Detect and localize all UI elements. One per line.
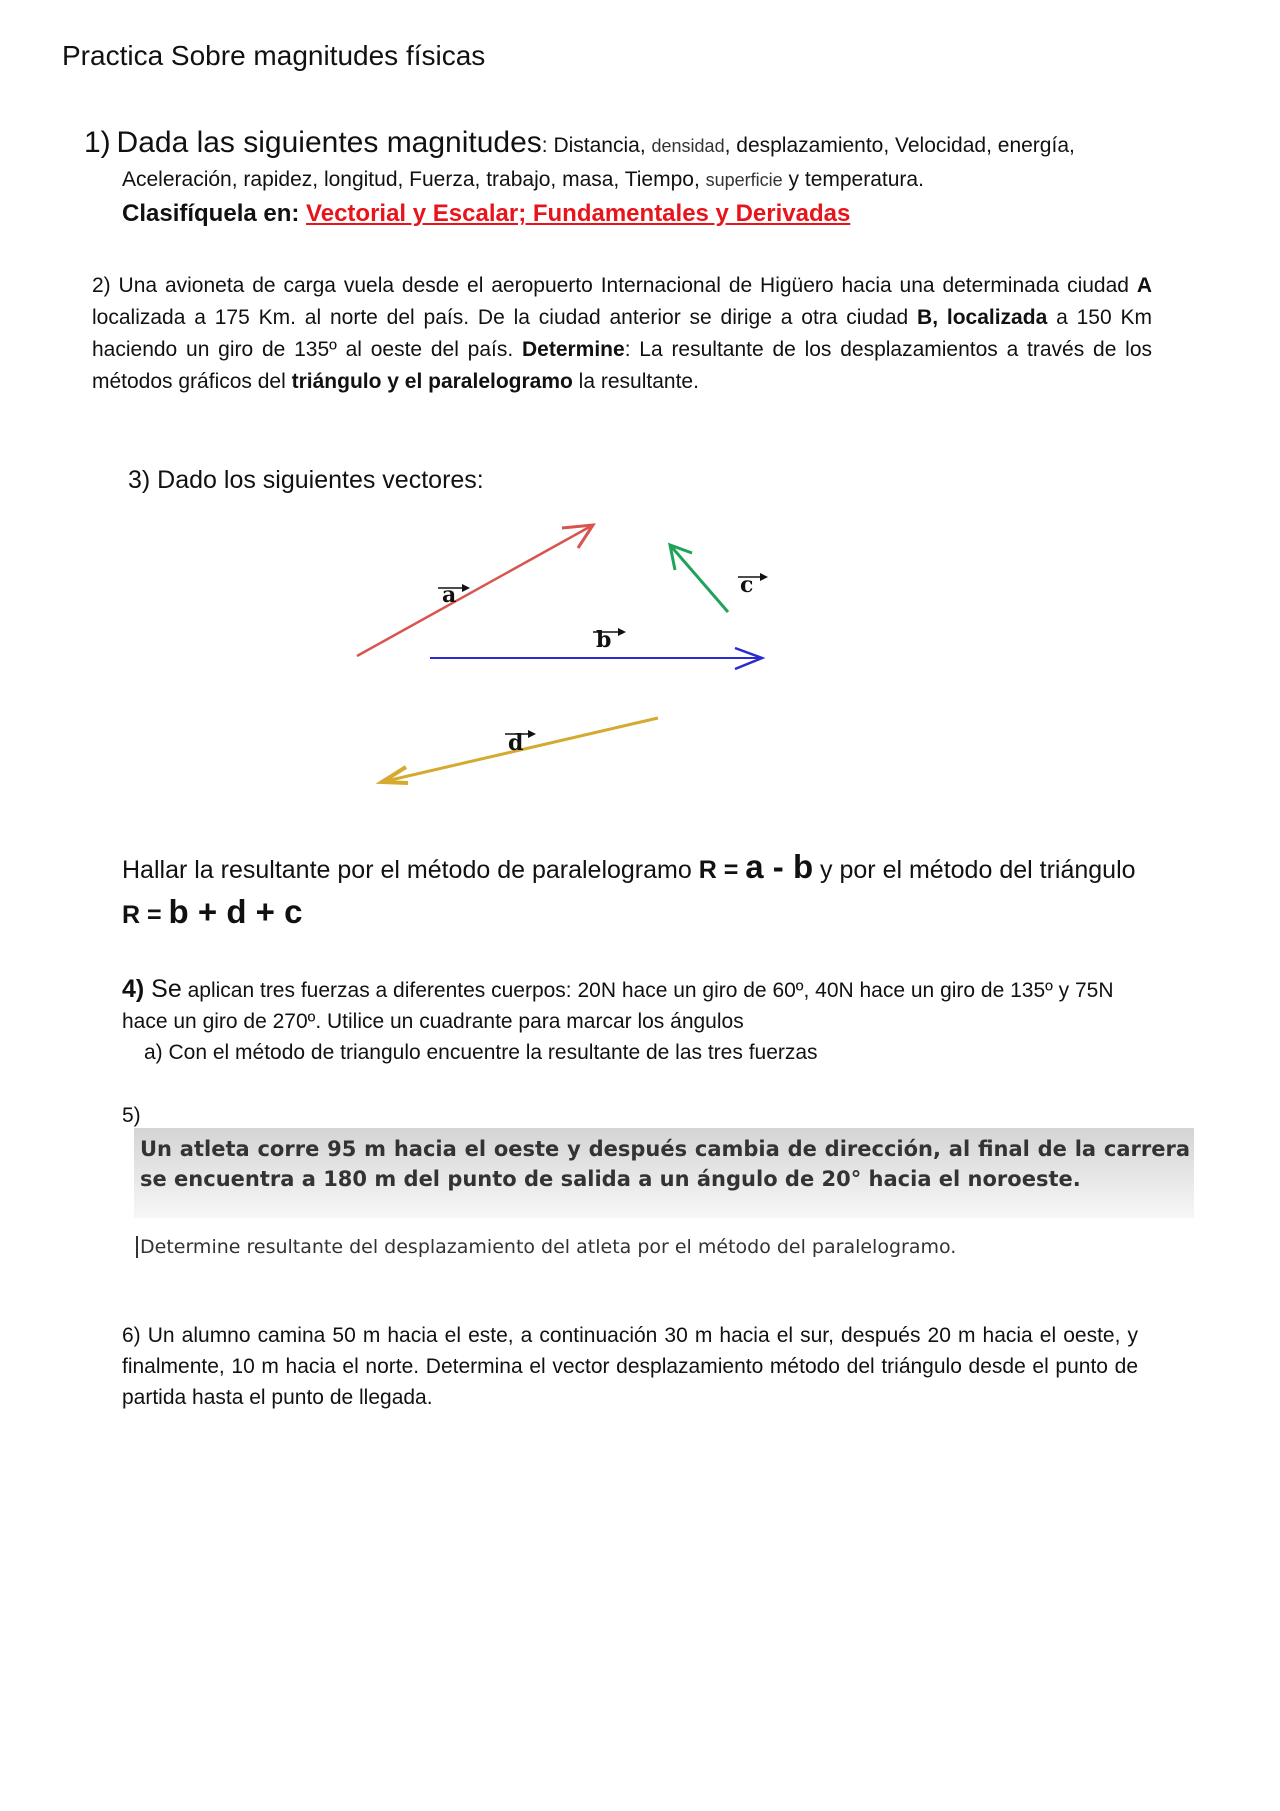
vectors-figure xyxy=(350,520,770,800)
q2-bold: A xyxy=(1136,274,1152,297)
question-6: 6) Un alumno camina 50 m hacia el este, a continuación 30 m hacia el sur, después 20 m hacia el oeste, y finalmente, 10 m hacia el norte. Determina el vector desplazamiento método del triángulo desde el punto de partida hasta el punto de llegada. xyxy=(122,1324,1138,1409)
vector-label-a: a xyxy=(442,582,457,608)
q2-text: la resultante. xyxy=(572,370,699,393)
q2-text: localizada a 175 Km. al norte del país. De la ciudad anterior se dirige a otra ciudad xyxy=(92,306,918,329)
q3-expression-2: b + d + c xyxy=(168,893,303,930)
q2-text: a 150 Km haciendo un giro de 135º al oeste del país. xyxy=(92,306,1152,361)
q1-list-densidad: densidad xyxy=(651,136,725,156)
vector-label-b: b xyxy=(596,627,612,653)
q2-text: : La resultante de los desplazamientos a través de los métodos gráficos del xyxy=(92,338,1152,393)
vector-label-c: c xyxy=(740,572,754,598)
q1-list: : Distancia, xyxy=(541,134,652,157)
question-2 xyxy=(92,270,1152,398)
q1-lead: Dada las siguientes magnitudes xyxy=(116,126,542,159)
q3-expression-1: a - b xyxy=(745,848,814,885)
q4-number: 4) xyxy=(122,975,145,1003)
q2-text: 2) Una avioneta de carga vuela desde el aeropuerto Internacional de Higüero hacia una determinada ciudad xyxy=(92,274,1137,297)
question-4 xyxy=(122,974,1162,1068)
q4-text: aplican tres fuerzas a diferentes cuerpos: 20N hace un giro de 60º, 40N hace un giro de 135º y 75N hace un giro de 270º. Utilice un cuadrante para marcar los ángulos xyxy=(122,979,1114,1033)
q4-text: Se xyxy=(144,975,182,1003)
q5-number: 5) xyxy=(122,1104,141,1127)
vector-a-arrow xyxy=(357,525,593,656)
q4-subitem-a: a) Con el método de triangulo encuentre la resultante de las tres fuerzas xyxy=(144,1041,818,1064)
q1-list: Aceleración, rapidez, longitud, Fuerza, trabajo, masa, Tiempo, xyxy=(122,168,706,191)
vector-c-arrow xyxy=(670,545,728,612)
q5-task: Determine resultante del desplazamiento del atleta por el método del paralelogramo. xyxy=(136,1236,956,1258)
page-title: Practica Sobre magnitudes físicas xyxy=(62,40,486,71)
q1-line2 xyxy=(84,163,1166,197)
q3-task xyxy=(122,846,1152,936)
q1-classify xyxy=(84,197,1166,231)
q3-r-label: R = xyxy=(122,901,169,929)
q1-classify-label: Clasifíquela en: xyxy=(122,200,307,227)
q1-number: 1) xyxy=(84,126,111,159)
q1-list: , desplazamiento, Velocidad, energía, xyxy=(724,134,1075,157)
q3-text: y por el método del triángulo xyxy=(813,856,1136,884)
q3-heading: 3) Dado los siguientes vectores: xyxy=(128,466,484,494)
q2-bold: Determine xyxy=(521,338,625,361)
question-1 xyxy=(84,126,1166,231)
q1-list-superficie: superficie xyxy=(705,170,783,190)
q3-r-label: R = xyxy=(698,856,746,884)
q2-bold: B, localizada xyxy=(917,306,1048,329)
vector-label-d: d xyxy=(508,730,524,756)
q3-text: Hallar la resultante por el método de paralelogramo xyxy=(122,856,699,884)
q2-bold: triángulo y el paralelogramo xyxy=(291,370,573,393)
q5-text: Un atleta corre 95 m hacia el oeste y después cambia de dirección, al final de la carrera se encuentra a 180 m del punto de salida a un ángulo de 20° hacia el noroeste. xyxy=(140,1137,1190,1191)
q1-list: y temperatura. xyxy=(782,168,924,191)
q1-classify-value: Vectorial y Escalar; Fundamentales y Derivadas xyxy=(306,200,851,227)
